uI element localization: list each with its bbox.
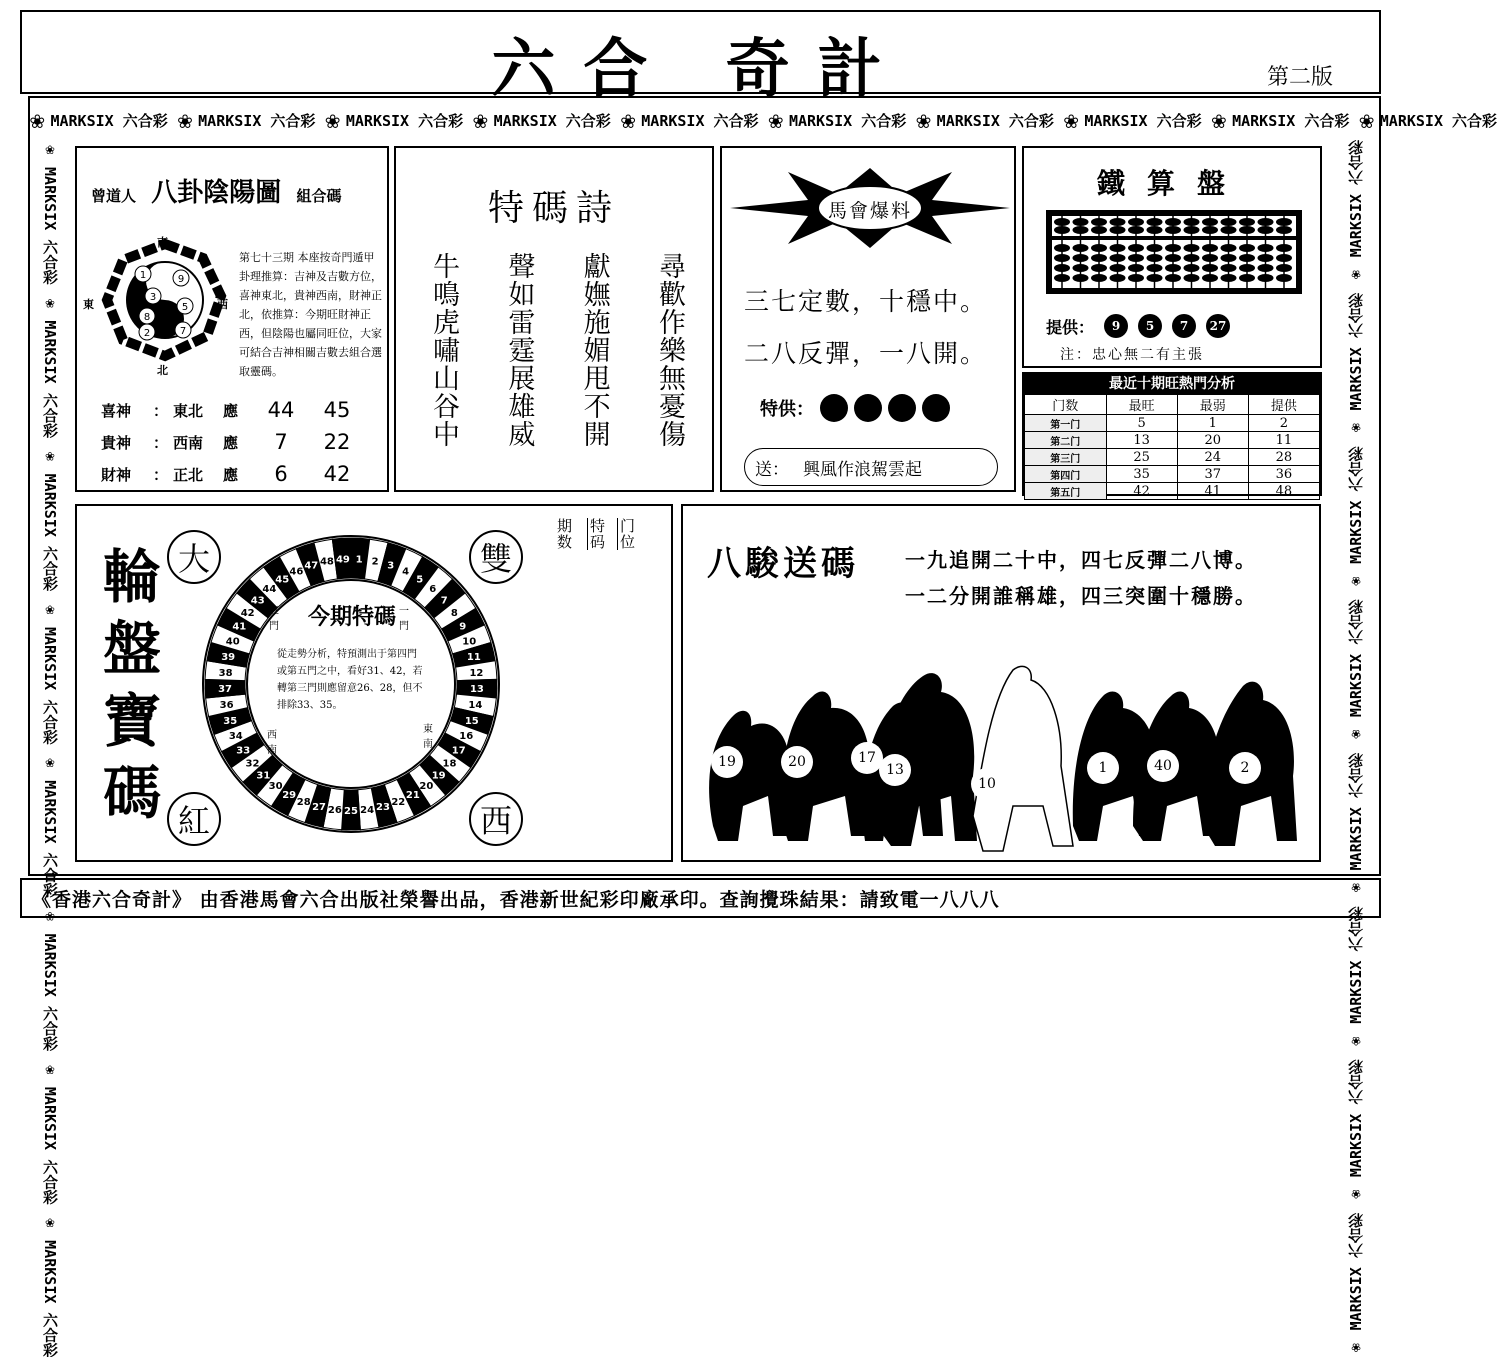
flower-icon: ❀ [916, 106, 931, 134]
wheel-number: 13 [469, 684, 484, 696]
wheel-number: 38 [218, 667, 233, 679]
wheel-number: 32 [245, 758, 260, 770]
wheel-number: 14 [468, 700, 483, 712]
abacus-bead [1054, 274, 1070, 282]
marquee-brand: MARKSIX 六合彩 [788, 111, 907, 130]
wheel-number: 29 [282, 789, 297, 801]
abacus-bead [1128, 274, 1144, 282]
abacus-bead [1110, 264, 1126, 272]
wheel-number: 43 [250, 595, 265, 607]
poem-title: 特碼詩 [487, 188, 620, 229]
wheel-number: 4 [402, 566, 410, 578]
door: 第二门 [1025, 432, 1107, 449]
abacus-bead [1184, 254, 1200, 262]
god-direction: 東北 [173, 401, 204, 420]
wheel-center-title: 今期特碼 [307, 605, 396, 630]
wheel-number: 11 [466, 651, 481, 663]
god-colon: ： [153, 433, 169, 452]
direction-east: 東 [83, 298, 94, 311]
marquee-brand: MARKSIX 六合彩 [1084, 111, 1202, 130]
abacus-bead [1073, 254, 1089, 262]
bagua-panel [75, 146, 389, 492]
bagua-number: 7 [179, 326, 187, 337]
abacus-bead [1202, 274, 1218, 282]
abacus-bead [1276, 226, 1292, 234]
special-label: 特供： [760, 399, 814, 420]
abacus-bead [1165, 274, 1181, 282]
god-colon: ： [153, 401, 169, 420]
horse-number: 10 [971, 768, 1003, 800]
god-number: 7 [274, 430, 288, 454]
footer-credit: 《香港六合奇計》 由香港馬會六合出版社榮譽出品，香港新世紀彩印廠承印。查詢攪珠結果：請致電一八八八 [20, 878, 1381, 918]
god-colon: ： [153, 465, 169, 484]
horse-number: 40 [1147, 750, 1179, 782]
wheel-number: 25 [344, 806, 358, 817]
bagua-title: 八卦陰陽圖 [151, 178, 282, 208]
provide-ball: 9 [1104, 314, 1128, 338]
corner-char-big: 大 [167, 530, 221, 584]
bagua-number: 8 [143, 312, 151, 323]
abacus-bead [1110, 218, 1126, 226]
flower-icon: ❀ [30, 106, 45, 134]
abacus-bead [1258, 274, 1274, 282]
door: 第三门 [1025, 449, 1107, 466]
direction-west: 西 [217, 298, 228, 311]
wheel-center-text: 從走勢分析，特預測出于第四門或第五門之中，看好31、42，若轉第三門則應留意26、28，但不排除33、35。 [277, 649, 423, 711]
abacus-bead [1239, 254, 1255, 262]
wheel-number: 41 [232, 621, 247, 633]
marquee-brand: MARKSIX 六合彩 [1232, 111, 1350, 130]
abacus-note: 注：忠心無二有主張 [1060, 347, 1204, 363]
abacus-bead [1110, 274, 1126, 282]
poem-column: 尋歡作樂無憂傷 [653, 252, 685, 448]
abacus-bead [1073, 274, 1089, 282]
send-box [744, 448, 998, 486]
left-marquee-strip [30, 140, 70, 1357]
bagua-number: 5 [181, 302, 189, 313]
god-ying: 應 [223, 433, 239, 452]
horse-tip-panel [720, 146, 1016, 492]
god-number: 6 [274, 462, 288, 486]
god-name: 貴神 [101, 433, 132, 452]
stats-provide: 48 [1248, 483, 1319, 500]
marquee-brand: MARKSIX 六合彩 [936, 111, 1054, 130]
ball-icon [922, 394, 950, 422]
wheel-number: 20 [419, 780, 434, 792]
abacus-icon [1046, 210, 1302, 294]
god-row [101, 398, 365, 422]
abacus-bead [1091, 264, 1107, 272]
abacus-bead [1276, 254, 1292, 262]
wheel-number: 48 [319, 556, 334, 568]
door-label-west-south: 西南 [267, 730, 277, 756]
abacus-bead [1239, 218, 1255, 226]
abacus-title: 鐵算盤 [1096, 167, 1247, 200]
horses-line-1: 一九追開二十中，四七反彈二八博。 [905, 548, 1257, 572]
poem-columns [426, 252, 686, 448]
head-period: 期数 [557, 517, 573, 551]
door-label-east-south: 東南 [423, 724, 433, 750]
wheel-number: 5 [416, 574, 424, 586]
marquee-cell [325, 106, 463, 134]
wheel-number: 42 [240, 607, 255, 619]
wheel-number: 45 [275, 574, 290, 586]
bagua-diagram [95, 236, 235, 368]
right-marquee-strip [1336, 140, 1376, 1357]
abacus-bead [1128, 264, 1144, 272]
god-name: 財神 [101, 465, 132, 484]
god-direction: 西南 [173, 433, 204, 452]
abacus-bead [1184, 218, 1200, 226]
horse-number: 1 [1087, 752, 1119, 784]
edition-label: 第二版 [1266, 65, 1333, 90]
stats-provide: 28 [1248, 449, 1319, 466]
wheel-number: 28 [296, 796, 311, 808]
wheel-number: 12 [469, 667, 484, 679]
abacus-bead [1054, 218, 1070, 226]
poem-column: 牛鳴虎嘯山谷中 [428, 252, 459, 448]
wheel-number: 22 [391, 796, 406, 808]
abacus-bead [1128, 218, 1144, 226]
stats-provide: 36 [1248, 466, 1319, 483]
provide-ball: 5 [1138, 314, 1162, 338]
corner-char-west: 西 [469, 792, 523, 846]
poem-panel [394, 146, 714, 492]
marquee-cell [1212, 106, 1350, 134]
abacus-bead [1165, 264, 1181, 272]
marquee-cell [621, 106, 759, 134]
marquee-cell [30, 106, 168, 134]
abacus-bead [1202, 226, 1218, 234]
door-label-one: 一門 [399, 606, 409, 632]
stats-header: 提供 [1248, 395, 1319, 415]
wheel-number: 36 [219, 700, 234, 712]
wheel-number: 39 [221, 651, 236, 663]
stats-min: 24 [1177, 449, 1248, 466]
abacus-bead [1276, 244, 1292, 252]
flower-icon: ❀ [1359, 106, 1374, 134]
god-row [101, 462, 365, 486]
abacus-bead [1202, 218, 1218, 226]
marquee-brand: MARKSIX 六合彩 [641, 111, 759, 130]
wheel-number: 47 [304, 560, 319, 572]
stats-header: 最旺 [1106, 395, 1177, 415]
god-number: 22 [323, 430, 351, 454]
stats-max: 5 [1106, 415, 1177, 432]
bagua-number: 1 [139, 270, 147, 281]
wheel-number: 24 [360, 804, 375, 816]
flower-icon: ❀ [1211, 106, 1227, 134]
abacus-bead [1147, 254, 1163, 262]
bagua-prefix: 曾道人 [91, 187, 137, 205]
abacus-bead [1202, 254, 1218, 262]
abacus-bead [1128, 254, 1144, 262]
god-number: 44 [267, 398, 295, 422]
wheel-number: 34 [228, 731, 243, 743]
flower-icon: ❀ [177, 106, 193, 134]
abacus-bead [1091, 244, 1107, 252]
door-label-five: 五門 [269, 606, 279, 632]
marquee-brand: MARKSIX 六合彩 [493, 111, 611, 130]
wheel-number: 8 [450, 607, 458, 619]
header-banner [20, 10, 1381, 107]
abacus-bead [1165, 244, 1181, 252]
abacus-provide [1046, 314, 1230, 338]
wheel-number: 44 [262, 584, 277, 596]
wheel-panel [75, 504, 673, 862]
stats-min: 1 [1177, 415, 1248, 432]
god-direction: 正北 [173, 465, 204, 484]
abacus-bead [1110, 244, 1126, 252]
marquee-cell [178, 106, 316, 134]
wheel-number: 6 [429, 584, 437, 596]
wheel-number: 27 [312, 801, 327, 813]
abacus-bead [1276, 264, 1292, 272]
bagua-suffix: 組合碼 [296, 187, 342, 205]
burst-label: 馬會爆料 [827, 200, 912, 222]
wheel-number: 2 [371, 556, 379, 568]
corner-char-red: 紅 [167, 792, 221, 846]
stats-header: 门数 [1025, 395, 1107, 415]
stats-table [1024, 394, 1320, 500]
poem-column: 獻嫵施媚甩不開 [578, 252, 610, 448]
flower-icon: ❀ [620, 106, 636, 134]
flower-icon: ❀ [325, 106, 340, 134]
abacus-bead [1221, 226, 1237, 234]
stats-max: 35 [1106, 466, 1177, 483]
abacus-bead [1147, 218, 1163, 226]
wheel-head [557, 518, 643, 550]
abacus-bead [1091, 254, 1107, 262]
stats-row [1025, 432, 1320, 449]
wheel-number: 16 [459, 731, 474, 743]
god-ying: 應 [223, 465, 239, 484]
head-door: 门位 [617, 518, 643, 550]
side-marquee-text: ❀ MARKSIX 六合彩 ❀ MARKSIX 六合彩 ❀ MARKSIX 六合彩 ❀ MARKSIX 六合彩 ❀ MARKSIX 六合彩 ❀ MARKSIX 六合彩 ❀ MARKSIX 六合彩 ❀ MARKSIX 六合彩 [41, 140, 59, 1357]
send-label: 送： [755, 459, 789, 480]
main-title: 六合 奇計 [491, 33, 910, 107]
send-text: 興風作浪駕雲起 [803, 459, 922, 480]
wheel-number: 46 [289, 566, 304, 578]
marquee-cell [916, 106, 1054, 134]
provide-ball: 7 [1172, 314, 1196, 338]
top-marquee-strip [30, 100, 1497, 140]
flower-icon: ❀ [768, 106, 783, 134]
stats-row [1025, 483, 1320, 500]
wheel-number: 1 [355, 554, 363, 566]
ball-icon [888, 394, 916, 422]
special-offer [760, 394, 950, 422]
wheel-number: 21 [405, 789, 420, 801]
stats-max: 42 [1106, 483, 1177, 500]
stats-min: 37 [1177, 466, 1248, 483]
abacus-bead [1091, 218, 1107, 226]
abacus-bead [1258, 218, 1274, 226]
abacus-bead [1202, 264, 1218, 272]
eight-horses-panel [681, 504, 1321, 862]
marquee-cell [473, 106, 611, 134]
abacus-bead [1221, 218, 1237, 226]
abacus-bead [1147, 226, 1163, 234]
wheel-number: 10 [462, 636, 477, 648]
horses-title: 八駿送碼 [707, 544, 859, 584]
horse-number: 2 [1229, 752, 1261, 784]
wheel-number: 26 [327, 804, 342, 816]
abacus-bead [1054, 264, 1070, 272]
wheel-number: 37 [218, 684, 233, 696]
poem-column: 聲如雷霆展雄威 [503, 252, 535, 448]
horse-number: 17 [851, 742, 883, 774]
door: 第四门 [1025, 466, 1107, 483]
abacus-bead [1239, 226, 1255, 234]
abacus-bead [1110, 226, 1126, 234]
abacus-bead [1258, 264, 1274, 272]
wheel-number: 49 [335, 554, 350, 566]
marquee-cell [1064, 106, 1202, 134]
abacus-bead [1202, 244, 1218, 252]
wheel-number: 31 [256, 770, 271, 782]
stats-min: 20 [1177, 432, 1248, 449]
abacus-bead [1054, 226, 1070, 234]
wheel-number: 33 [236, 745, 251, 757]
bagua-description: 第七十三期 本座按奇門遁甲卦理推算：吉神及吉數方位，喜神東北，貴神西南，財神正北，依推算：今期旺財神正西，但陰陽也屬同旺位，大家可結合吉神相關吉數去組合選取靈碼。 [239, 251, 382, 378]
abacus-bead [1221, 244, 1237, 252]
stats-header: 最弱 [1177, 395, 1248, 415]
door: 第一门 [1025, 415, 1107, 432]
stats-min: 41 [1177, 483, 1248, 500]
wheel-number: 40 [225, 636, 240, 648]
god-number: 42 [323, 462, 351, 486]
horse-number: 13 [879, 754, 911, 786]
abacus-bead [1184, 226, 1200, 234]
god-row [101, 430, 365, 454]
abacus-bead [1221, 264, 1237, 272]
wheel-number: 17 [451, 745, 466, 757]
abacus-bead [1073, 218, 1089, 226]
marquee-brand: MARKSIX 六合彩 [50, 111, 168, 130]
corner-char-double: 雙 [469, 530, 523, 584]
provide-ball: 27 [1206, 314, 1230, 338]
marquee-brand: MARKSIX 六合彩 [345, 111, 464, 130]
wheel-number: 23 [375, 801, 390, 813]
abacus-bead [1147, 264, 1163, 272]
wheel-number: 9 [459, 621, 467, 633]
provide-label: 提供： [1046, 317, 1095, 337]
marquee-cell [1359, 106, 1497, 134]
flower-icon: ❀ [473, 106, 488, 134]
marquee-cell [769, 106, 907, 134]
abacus-bead [1165, 226, 1181, 234]
direction-north: 北 [157, 364, 168, 377]
ball-icon [820, 394, 848, 422]
wheel-number: 15 [464, 715, 479, 727]
abacus-bead [1221, 254, 1237, 262]
door: 第五门 [1025, 483, 1107, 500]
abacus-bead [1239, 264, 1255, 272]
abacus-bead [1073, 244, 1089, 252]
bagua-number: 9 [177, 274, 185, 285]
abacus-bead [1073, 226, 1089, 234]
abacus-bead [1258, 254, 1274, 262]
bagua-number: 3 [149, 292, 157, 303]
bagua-number: 2 [143, 328, 151, 339]
abacus-bead [1147, 244, 1163, 252]
wheel-number: 7 [440, 595, 448, 607]
direction-south: 南 [157, 236, 168, 249]
wheel-number: 3 [387, 560, 395, 572]
abacus-bead [1073, 264, 1089, 272]
abacus-bead [1128, 226, 1144, 234]
side-marquee-text: ❀ MARKSIX 六合彩 ❀ MARKSIX 六合彩 ❀ MARKSIX 六合彩 ❀ MARKSIX 六合彩 ❀ MARKSIX 六合彩 ❀ MARKSIX 六合彩 ❀ MARKSIX 六合彩 ❀ MARKSIX 六合彩 [1347, 140, 1365, 1357]
horse-number: 19 [711, 746, 743, 778]
stats-title: 最近十期旺熱門分析 [1024, 374, 1320, 394]
wheel-number: 30 [268, 780, 283, 792]
abacus-bead [1276, 218, 1292, 226]
abacus-bead [1110, 254, 1126, 262]
stats-provide: 11 [1248, 432, 1319, 449]
abacus-bead [1221, 274, 1237, 282]
marquee-brand: MARKSIX 六合彩 [198, 111, 316, 130]
wheel-title: 輪盤寶碼 [93, 546, 161, 834]
hot-door-stats-panel [1022, 372, 1322, 499]
ball-icon [854, 394, 882, 422]
abacus-bead [1258, 226, 1274, 234]
horse-number: 20 [781, 746, 813, 778]
horses-line-2: 一二分開誰稱雄，四三突圍十穩勝。 [905, 584, 1257, 608]
abacus-bead [1165, 218, 1181, 226]
wheel-number: 19 [431, 770, 446, 782]
abacus-bead [1239, 274, 1255, 282]
abacus-bead [1091, 274, 1107, 282]
stats-provide: 2 [1248, 415, 1319, 432]
god-number: 45 [323, 398, 351, 422]
white-horse-icon [973, 666, 1073, 851]
abacus-bead [1184, 244, 1200, 252]
abacus-bead [1276, 274, 1292, 282]
abacus-bead [1184, 274, 1200, 282]
abacus-bead [1091, 226, 1107, 234]
wheel-number: 35 [223, 715, 238, 727]
abacus-bead [1054, 244, 1070, 252]
abacus-bead [1054, 254, 1070, 262]
abacus-bead [1147, 274, 1163, 282]
god-name: 喜神 [101, 401, 132, 420]
marquee-brand: MARKSIX 六合彩 [1379, 111, 1497, 130]
tip-line-1: 三七定數，十穩中。 [744, 287, 988, 316]
stats-max: 13 [1106, 432, 1177, 449]
head-special: 特码 [587, 518, 613, 550]
god-ying: 應 [223, 401, 239, 420]
abacus-bead [1184, 264, 1200, 272]
tip-line-2: 二八反彈，一八開。 [744, 339, 988, 368]
bagua-heading [91, 172, 342, 209]
stats-row [1025, 449, 1320, 466]
flower-icon: ❀ [1063, 106, 1079, 134]
stats-row [1025, 415, 1320, 432]
stats-max: 25 [1106, 449, 1177, 466]
stats-row [1025, 466, 1320, 483]
abacus-bead [1165, 254, 1181, 262]
abacus-bead [1128, 244, 1144, 252]
wheel-number: 18 [442, 758, 457, 770]
abacus-bead [1258, 244, 1274, 252]
abacus-panel [1022, 146, 1322, 368]
abacus-bead [1239, 244, 1255, 252]
